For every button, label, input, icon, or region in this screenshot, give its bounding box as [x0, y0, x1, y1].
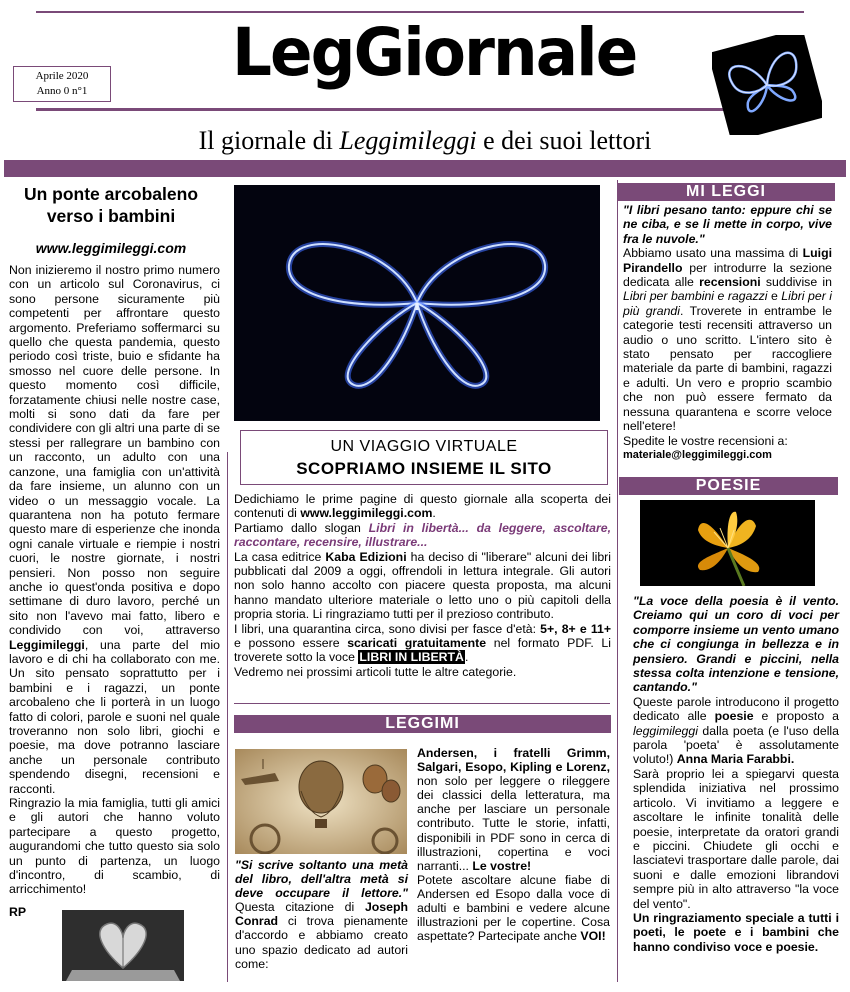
- feature-paragraph: Vedremo nei prossimi articoli tutte le altre categorie.: [234, 664, 517, 679]
- brand-name: Leggimileggi: [9, 637, 85, 652]
- section-header-poesie: POESIE: [619, 477, 838, 495]
- article-signature: RP: [9, 904, 27, 919]
- site-link[interactable]: www.leggimileggi.com: [300, 506, 433, 521]
- text: Non inizieremo il nostro primo numero con un articolo sul Coronavirus, ci sono persone sicuramente più competenti per affrontare questo argomento. Preferiamo soffermarci su quello che questa pandemia, questo periodo così triste, buio e sfidante ha smosso nel cuore delle persone. In questo momento così difficile, forzatamente chiusi nelle nostre case, molti si sono dati da fare per condividere con gli altri una parte di se stessi per rallegrare un bambino con un racconto, un adulto con una canzone, una famiglia con un'attività da fare insieme, un alunno con un video o un messaggio vocale. La quarantena non ha potuto fermare questo mare di esperienze che inonda ogni canale virtuale e riempie i nostri cuori, le nostre giornate, i nostri pensieri. Non posso non seguire anche io quest'onda positiva e dopo settimane di duro lavoro, perché un sito non l'avevo mai fatto, libero e condivido con voi, attraverso: [9, 263, 220, 638]
- category: Libri per bambini e ragazzi: [623, 289, 768, 304]
- butterfly-photo-icon: [234, 185, 600, 421]
- leggimi-body-right: [417, 746, 610, 943]
- article-headline: Un ponte arcobaleno verso i bambini: [23, 184, 199, 226]
- book-heart-photo-icon: [62, 910, 184, 981]
- text: Partiamo dallo slogan: [234, 520, 369, 535]
- column-divider-left: [227, 452, 228, 982]
- text: Abbiamo usato una massima di: [623, 246, 803, 261]
- article-site: www.leggimileggi.com: [35, 240, 187, 256]
- text: e possono essere: [234, 636, 348, 651]
- issue-number: Anno 0 n°1: [36, 85, 88, 97]
- text: , una parte del mio lavoro e di chi ha collaborato con me. Un sito pensato soprattutto per i bambini e i ragazzi, un ponte arcobaleno che li porterà in un luogo fatto di colori, parole e suoni nel quale troveranno non solo libri, giochi e poesie, ma dove potranno lasciare anche un personale contributo spendendo disegni, recensioni e racconti.: [9, 637, 220, 796]
- text: e: [767, 289, 782, 304]
- mileggi-paragraph: [623, 246, 832, 433]
- column-divider-right: [617, 180, 618, 982]
- poesie-paragraph: [633, 695, 839, 767]
- masthead-tagline: [0, 126, 850, 156]
- mileggi-paragraph: Spedite le vostre recensioni a:: [623, 433, 788, 448]
- menu-label-libri: LIBRI IN LIBERTÀ: [359, 650, 464, 665]
- issue-date-box: [13, 66, 111, 102]
- section-header-leggimi: LEGGIMI: [234, 715, 611, 733]
- masthead-band: [4, 160, 846, 177]
- category: Libri per i più grandi: [623, 289, 833, 318]
- text: Dedichiamo le prime pagine di questo giornale alla scoperta dei contenuti di: [234, 492, 611, 521]
- feature-title-box: [240, 430, 608, 485]
- emphasis: poesie: [714, 709, 754, 724]
- text: non solo per leggere o rileggere dei classici della letteratura, ma anche per lasciare un personale contributo. Tutte le storie, infatti, disponibili in PDF sono in cerca di illustrazioni, copertina e voci narranti...: [417, 774, 610, 873]
- poesie-paragraph: Sarà proprio lei a spiegarvi questa splendida iniziativa nel prossimo articolo. Vi invitiamo a leggere e ascoltare le infinite tonalità delle poesie, interpretate da oratori grandi e piccini. Chiudete gli occhi e lasciatevi trasportare dalle parole, dai suoni e dalle emozioni librandovi sempre più in alto attraverso "la voce del vento".: [633, 766, 839, 911]
- emphasis: VOI!: [580, 929, 606, 944]
- poet-name: Anna Maria Farabbi.: [676, 752, 795, 767]
- leggimi-paragraph: [417, 746, 610, 873]
- masthead-rule: [36, 108, 732, 111]
- feature-paragraph: [234, 492, 611, 521]
- balloons-illustration-icon: [235, 749, 407, 854]
- text: Questa citazione di: [235, 900, 365, 915]
- feature-kicker: UN VIAGGIO VIRTUALE: [330, 438, 518, 455]
- feature-rule: [234, 703, 610, 704]
- authors-list: Andersen, i fratelli Grimm, Salgari, Esopo, Kipling e Lorenz,: [417, 746, 610, 775]
- text: per introdurre la sezione dedicata alle: [623, 260, 832, 290]
- text: I libri, una quarantina circa, sono divisi per fasce d'età:: [234, 621, 541, 636]
- text: e proposto a: [753, 709, 839, 724]
- text: . Troverete in entrambe le categorie testi recensiti attraverso un audio o uno scritto. L'intero sito è stato pensato per raccogliere materiale da parte di bambini, ragazzi e adulti. Un vero e proprio scambio che non può essere fermato da nessuna quarantena e scorre veloce nell'etere!: [623, 303, 832, 434]
- site-name: leggimileggi: [633, 723, 698, 738]
- text: .: [464, 650, 469, 665]
- feature-body: [234, 492, 611, 679]
- leggimi-paragraph: [417, 873, 610, 943]
- text: dalla poeta (e l'uso della parola 'poeta' è assolutamente voluto!): [633, 723, 839, 767]
- tagline-brand: Leggimileggi: [339, 126, 477, 155]
- slogan: Libri in libertà... da leggere, ascoltare, raccontare, recensire, illustrare...: [234, 520, 611, 550]
- article-body: [9, 263, 220, 919]
- free-download: scaricati gratuitamente: [347, 636, 487, 651]
- tagline-part: Il giornale di: [198, 126, 340, 155]
- feature-paragraph: [234, 521, 611, 550]
- text: ha deciso di "liberare" alcuni dei libri pubblicati dal 2009 a oggi, offrendoli in lettura integrale. Gli autori non solo hanno accolto con piacere questa proposta, ma alcuni hanno mandato ulteriore materiale o letto uno o più capitoli della propria storia. Li ringraziamo tutti per il prezioso contributo.: [234, 549, 611, 622]
- top-rule: [36, 11, 804, 13]
- text: Queste parole introducono il progetto dedicato alle: [633, 694, 839, 724]
- section-header-mi-leggi: MI LEGGI: [617, 183, 835, 201]
- mileggi-body: [623, 203, 832, 462]
- publisher-name: Kaba Edizioni: [325, 549, 407, 564]
- poesie-thanks: Un ringraziamento speciale a tutti i poeti, le poete e i bambini che hanno condiviso voce e poesie.: [633, 910, 839, 954]
- conrad-quote: "Si scrive soltanto una metà del libro, dell'altra metà si deve occupare il lettore.": [235, 858, 408, 901]
- text: .: [432, 506, 436, 521]
- masthead-title: LegGiornale: [232, 14, 637, 91]
- feature-title: SCOPRIAMO INSIEME IL SITO: [296, 459, 552, 478]
- quote-author: Joseph Conrad: [235, 900, 408, 929]
- text: Potete ascoltare alcune fiabe di Andersen ed Esopo dalla voce di adulti e bambini e vedere alcune illustrazioni per le copertine. Cosa aspettate? Partecipate anche: [417, 872, 610, 944]
- quote-author: Luigi Pirandello: [623, 246, 832, 275]
- text: ci trova pienamente d'accordo e abbiamo creato uno spazio dedicato ad autori come:: [235, 914, 408, 971]
- contact-email[interactable]: materiale@leggimileggi.com: [623, 448, 772, 461]
- flower-photo-icon: [640, 500, 815, 586]
- tagline-part: e dei suoi lettori: [476, 126, 652, 155]
- poesie-body: [633, 594, 839, 954]
- emphasis: recensioni: [699, 275, 761, 290]
- age-ranges: 5+, 8+ e 11+: [540, 621, 612, 636]
- issue-month: Aprile 2020: [35, 70, 89, 82]
- butterfly-logo-icon: [712, 35, 822, 135]
- article-paragraph: [9, 263, 220, 796]
- leggimi-paragraph: [235, 858, 408, 971]
- text: nel formato PDF. Li troverete sotto la voce: [234, 636, 611, 665]
- feature-paragraph: [234, 550, 611, 622]
- leggimi-body-left: [235, 858, 408, 971]
- feature-paragraph: [234, 622, 611, 665]
- article-paragraph: Ringrazio la mia famiglia, tutti gli amici e gli autori che hanno voluto partecipare a questo progetto, augurandomi che tutto questo sia solo un punto di partenza, un luogo d'incontro, di scambio, di arricchimento!: [9, 796, 220, 897]
- text: La casa editrice: [234, 549, 326, 564]
- emphasis: Le vostre!: [472, 858, 532, 873]
- pirandello-quote: "I libri pesano tanto: eppure chi se ne ciba, e se li mette in corpo, vive fra le nuvole.": [623, 203, 832, 246]
- poesie-quote: "La voce della poesia è il vento. Creiamo qui un coro di voci per comporre insieme un vento umano che ci congiunga in bellezza e in pensiero. Grandi e piccini, nella stessa colta intenzione e tensione, cantando.": [633, 594, 839, 695]
- text: suddivise in: [760, 275, 832, 290]
